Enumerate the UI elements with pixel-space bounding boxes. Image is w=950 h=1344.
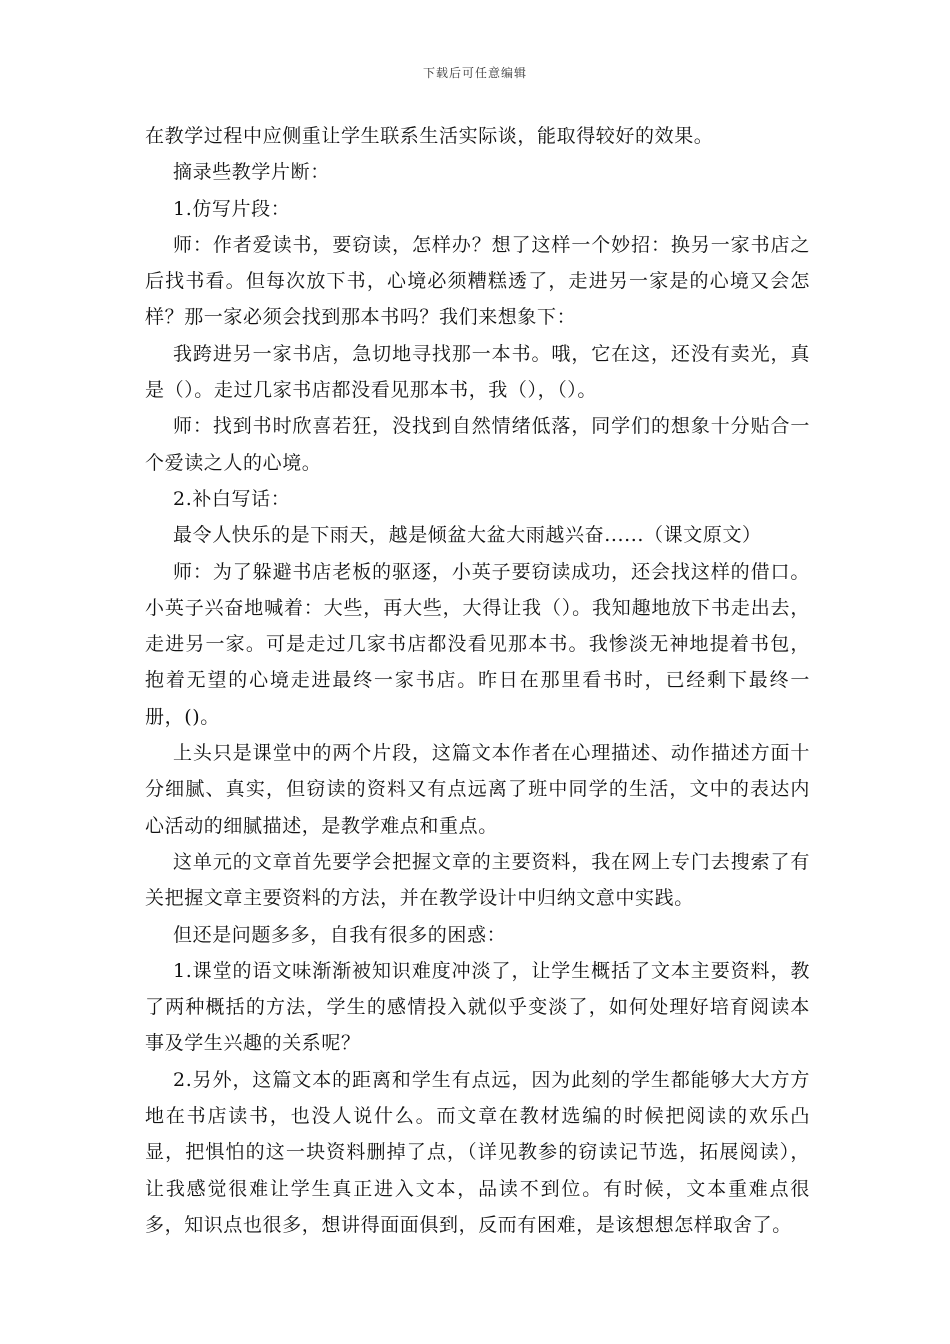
paragraph-confusion-heading: 但还是问题多多，自我有很多的困惑： — [173, 923, 507, 946]
paragraph-reflection-1: 上头只是课堂中的两个片段，这篇文本作者在心理描述、动作描述方面十分细腻、真实，但窃读的资料又有点远离了班中同学的生活，文中的表达内心活动的细腻描述，是教学难点和重点。 — [145, 742, 810, 837]
paragraph-reflection-2: 这单元的文章首先要学会把握文章的主要资料，我在网上专门去搜索了有关把握文章主要资料的方法，并在教学设计中归纳文意中实践。 — [145, 850, 810, 910]
paragraph-confusion-1: 1.课堂的语文味渐渐被知识难度冲淡了，让学生概括了文本主要资料，教了两种概括的方法，学生的感情投入就似乎变淡了，如何处理好培育阅读本事及学生兴趣的关系呢？ — [145, 959, 810, 1055]
page-header-note: 下载后可任意编辑 — [422, 66, 527, 80]
paragraph-teacher-prompt-1: 师：作者爱读书，要窃读，怎样办？想了这样一个妙招：换另一家书店之后找书看。但每次放下书，心境必须糟糕透了，走进另一家是的心境又会怎样？那一家必须会找到那本书吗？我们来想象下： — [145, 233, 810, 329]
paragraph-excerpt-heading: 摘录些教学片断： — [173, 161, 330, 184]
document-body — [145, 118, 810, 1243]
paragraph-section-2-title: 2.补白写话： — [173, 487, 291, 510]
paragraph-intro: 在教学过程中应侧重让学生联系生活实际谈，能取得较好的效果。 — [145, 125, 714, 147]
paragraph-teacher-comment-1: 师：找到书时欣喜若狂，没找到自然情绪低落，同学们的想象十分贴合一个爱读之人的心境。 — [145, 415, 810, 474]
paragraph-section-1-title: 1.仿写片段： — [173, 197, 291, 220]
paragraph-teacher-prompt-2: 师：为了躲避书店老板的驱逐，小英子要窃读成功，还会找这样的借口。小英子兴奋地喊着：大些，再大些，大得让我（）。我知趣地放下书走出去，走进另一家。可是走过几家书店都没看见那本书。我惨淡无神地提着书包，抱着无望的心境走进最终一家书店。昨日在那里看书时，已经剩下最终一册，()。 — [145, 560, 810, 728]
paragraph-original-quote: 最令人快乐的是下雨天，越是倾盆大盆大雨越兴奋......（课文原文） — [173, 524, 762, 547]
paragraph-fill-in-1: 我跨进另一家书店，急切地寻找那一本书。哦，它在这，还没有卖光，真是（）。走过几家书店都没看见那本书，我（），（）。 — [145, 342, 810, 402]
paragraph-confusion-2: 2.另外，这篇文本的距离和学生有点远，因为此刻的学生都能够大大方方地在书店读书，也没人说什么。而文章在教材选编的时候把阅读的欢乐凸显，把惧怕的这一块资料删掉了点，（详见教参的窃读记节选，拓展阅读），让我感觉很难让学生真正进入文本，品读不到位。有时候，文本重难点很多，知识点也很多，想讲得面面俱到，反而有困难，是该想想怎样取舍了。 — [145, 1068, 810, 1236]
